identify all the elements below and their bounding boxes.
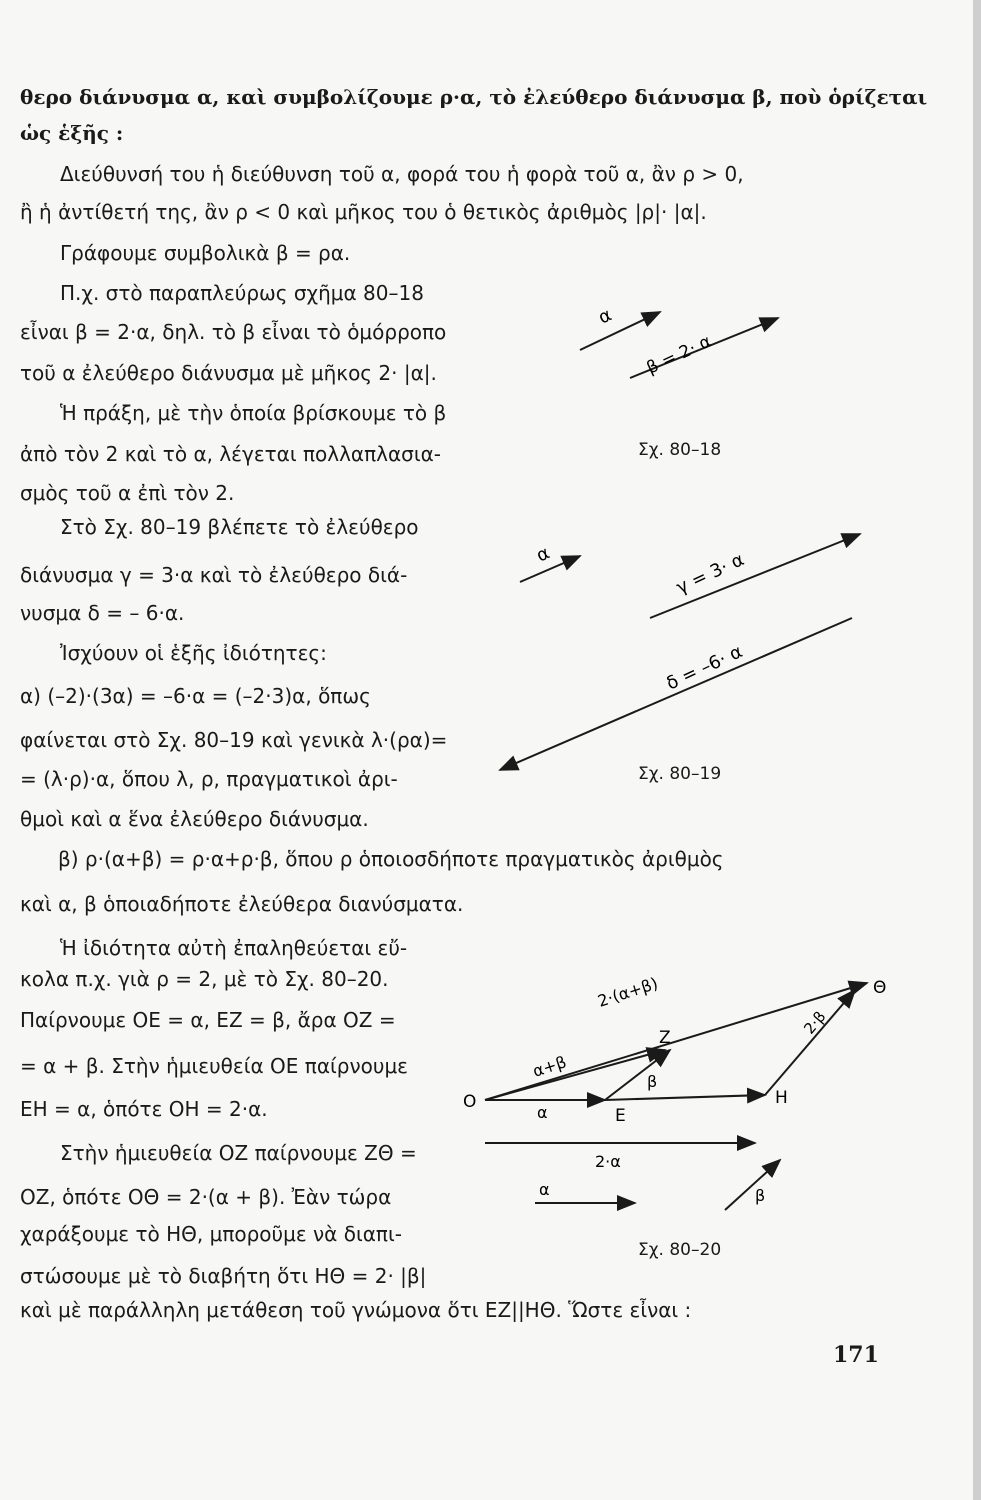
text-line-29: χαράξουμε τὸ ΗΘ, μποροῦμε νὰ διαπι- bbox=[20, 1222, 402, 1246]
text-line-27: Στὴν ἡμιευθεία ΟΖ παίρνουμε ΖΘ = bbox=[60, 1141, 417, 1165]
point-Theta: Θ bbox=[873, 978, 887, 998]
vector-b-sample bbox=[725, 1160, 780, 1210]
label-a-plus-b: α+β bbox=[530, 1052, 569, 1081]
text-line-7: εἶναι β = 2·α, δηλ. τὸ β εἶναι τὸ ὁμόρροπο bbox=[20, 320, 447, 344]
text-line-3: Διεύθυνσή του ἡ διεύθυνση τοῦ α, φορά του ἡ φορὰ τοῦ α, ἂν ρ > 0, bbox=[60, 162, 744, 186]
text-line-30: στώσουμε μὲ τὸ διαβήτη ὅτι ΗΘ = 2· |β| bbox=[20, 1264, 427, 1288]
label-b-EZ: β bbox=[647, 1072, 658, 1091]
text-line-22: Ἡ ἰδιότητα αὐτὴ ἐπαληθεύεται εὔ- bbox=[60, 936, 408, 960]
text-line-6: Π.χ. στὸ παραπλεύρως σχῆμα 80–18 bbox=[60, 281, 424, 305]
vector-EH bbox=[605, 1095, 765, 1100]
text-line-20: β) ρ·(α+β) = ρ·α+ρ·β, ὅπου ρ ὁποιοσδήποτε πραγματικὸς ἀριθμὸς bbox=[58, 847, 724, 871]
text-line-8: τοῦ α ἐλεύθερο διάνυσμα μὲ μῆκος 2· |α|. bbox=[20, 361, 437, 385]
label-g-eq: γ = 3· α bbox=[673, 549, 748, 599]
text-line-16: α) (–2)·(3α) = –6·α = (–2·3)α, ὅπως bbox=[20, 684, 371, 708]
vector-d-arrow bbox=[500, 618, 852, 770]
caption-80-19: Σχ. 80–19 bbox=[638, 764, 722, 784]
text-line-4: ἢ ἡ ἀντίθετή της, ἂν ρ < 0 καὶ μῆκος του ὁ θετικὸς ἀριθμὸς |ρ|· |α|. bbox=[20, 200, 707, 224]
text-line-18: = (λ·ρ)·α, ὅπου λ, ρ, πραγματικοὶ ἀρι- bbox=[20, 767, 398, 791]
vector-a-arrow bbox=[580, 312, 660, 350]
text-line-1: θερο διάνυσμα α, καὶ συμβολίζουμε ρ·α, τὸ ἐλεύθερο διάνυσμα β, ποὺ ὁρίζεται bbox=[20, 85, 928, 109]
label-a-OE: α bbox=[537, 1103, 548, 1122]
text-line-24: Παίρνουμε ΟΕ = α, ΕΖ = β, ἄρα ΟΖ = bbox=[20, 1008, 396, 1032]
label-2-a: 2·α bbox=[595, 1152, 621, 1171]
text-line-13: διάνυσμα γ = 3·α καὶ τὸ ἐλεύθερο διά- bbox=[20, 563, 408, 587]
label-d-eq: δ = –6· α bbox=[663, 641, 746, 695]
page-edge-shadow bbox=[973, 0, 981, 1500]
text-line-11: σμὸς τοῦ α ἐπὶ τὸν 2. bbox=[20, 481, 235, 505]
text-line-9: Ἡ πράξη, μὲ τὴν ὁποία βρίσκουμε τὸ β bbox=[60, 401, 447, 425]
text-line-23: κολα π.χ. γιὰ ρ = 2, μὲ τὸ Σχ. 80–20. bbox=[20, 967, 389, 991]
text-line-25: = α + β. Στὴν ἡμιευθεία ΟΕ παίρνουμε bbox=[20, 1054, 408, 1078]
point-E: E bbox=[615, 1106, 626, 1126]
figure-80-20 bbox=[455, 925, 895, 1225]
text-line-19: θμοὶ καὶ α ἕνα ἐλεύθερο διάνυσμα. bbox=[20, 807, 369, 831]
text-line-14: νυσμα δ = – 6·α. bbox=[20, 601, 185, 625]
point-O: O bbox=[463, 1092, 477, 1112]
point-H: H bbox=[775, 1088, 788, 1108]
point-Z: Z bbox=[659, 1028, 671, 1048]
text-line-2: ὡς ἑξῆς : bbox=[20, 121, 124, 145]
text-line-15: Ἰσχύουν οἱ ἑξῆς ἰδιότητες: bbox=[60, 641, 327, 665]
text-line-26: ΕΗ = α, ὁπότε ΟΗ = 2·α. bbox=[20, 1097, 268, 1121]
figure-80-19 bbox=[480, 520, 880, 780]
vector-HTheta bbox=[765, 990, 855, 1095]
caption-80-18: Σχ. 80–18 bbox=[638, 440, 722, 460]
caption-80-20: Σχ. 80–20 bbox=[638, 1240, 722, 1260]
text-line-21: καὶ α, β ὁποιαδήποτε ἐλεύθερα διανύσματα. bbox=[20, 892, 464, 916]
label-a: α bbox=[595, 304, 615, 329]
label-2-b: 2·β bbox=[800, 1007, 830, 1038]
text-line-5: Γράφουμε συμβολικὰ β = ρα. bbox=[60, 241, 351, 265]
text-line-17: φαίνεται στὸ Σχ. 80–19 καὶ γενικὰ λ·(ρα)= bbox=[20, 728, 448, 752]
figure-80-18 bbox=[560, 290, 800, 400]
label-a-sample: α bbox=[539, 1180, 550, 1199]
page-number: 171 bbox=[833, 1342, 879, 1368]
text-line-28: ΟΖ, ὁπότε ΟΘ = 2·(α + β). Ἐὰν τώρα bbox=[20, 1185, 392, 1209]
text-line-12: Στὸ Σχ. 80–19 βλέπετε τὸ ἐλεύθερο bbox=[60, 515, 419, 539]
label-a: α bbox=[533, 542, 553, 567]
label-b-eq: β = 2· α bbox=[643, 331, 715, 379]
label-2-a-plus-b: 2·(α+β) bbox=[595, 973, 661, 1011]
text-line-10: ἀπὸ τὸν 2 καὶ τὸ α, λέγεται πολλαπλασια- bbox=[20, 442, 442, 466]
label-b-sample: β bbox=[755, 1186, 766, 1205]
text-line-31: καὶ μὲ παράλληλη μετάθεση τοῦ γνώμονα ὅτι ΕΖ||ΗΘ. Ὥστε εἶναι : bbox=[20, 1298, 692, 1322]
